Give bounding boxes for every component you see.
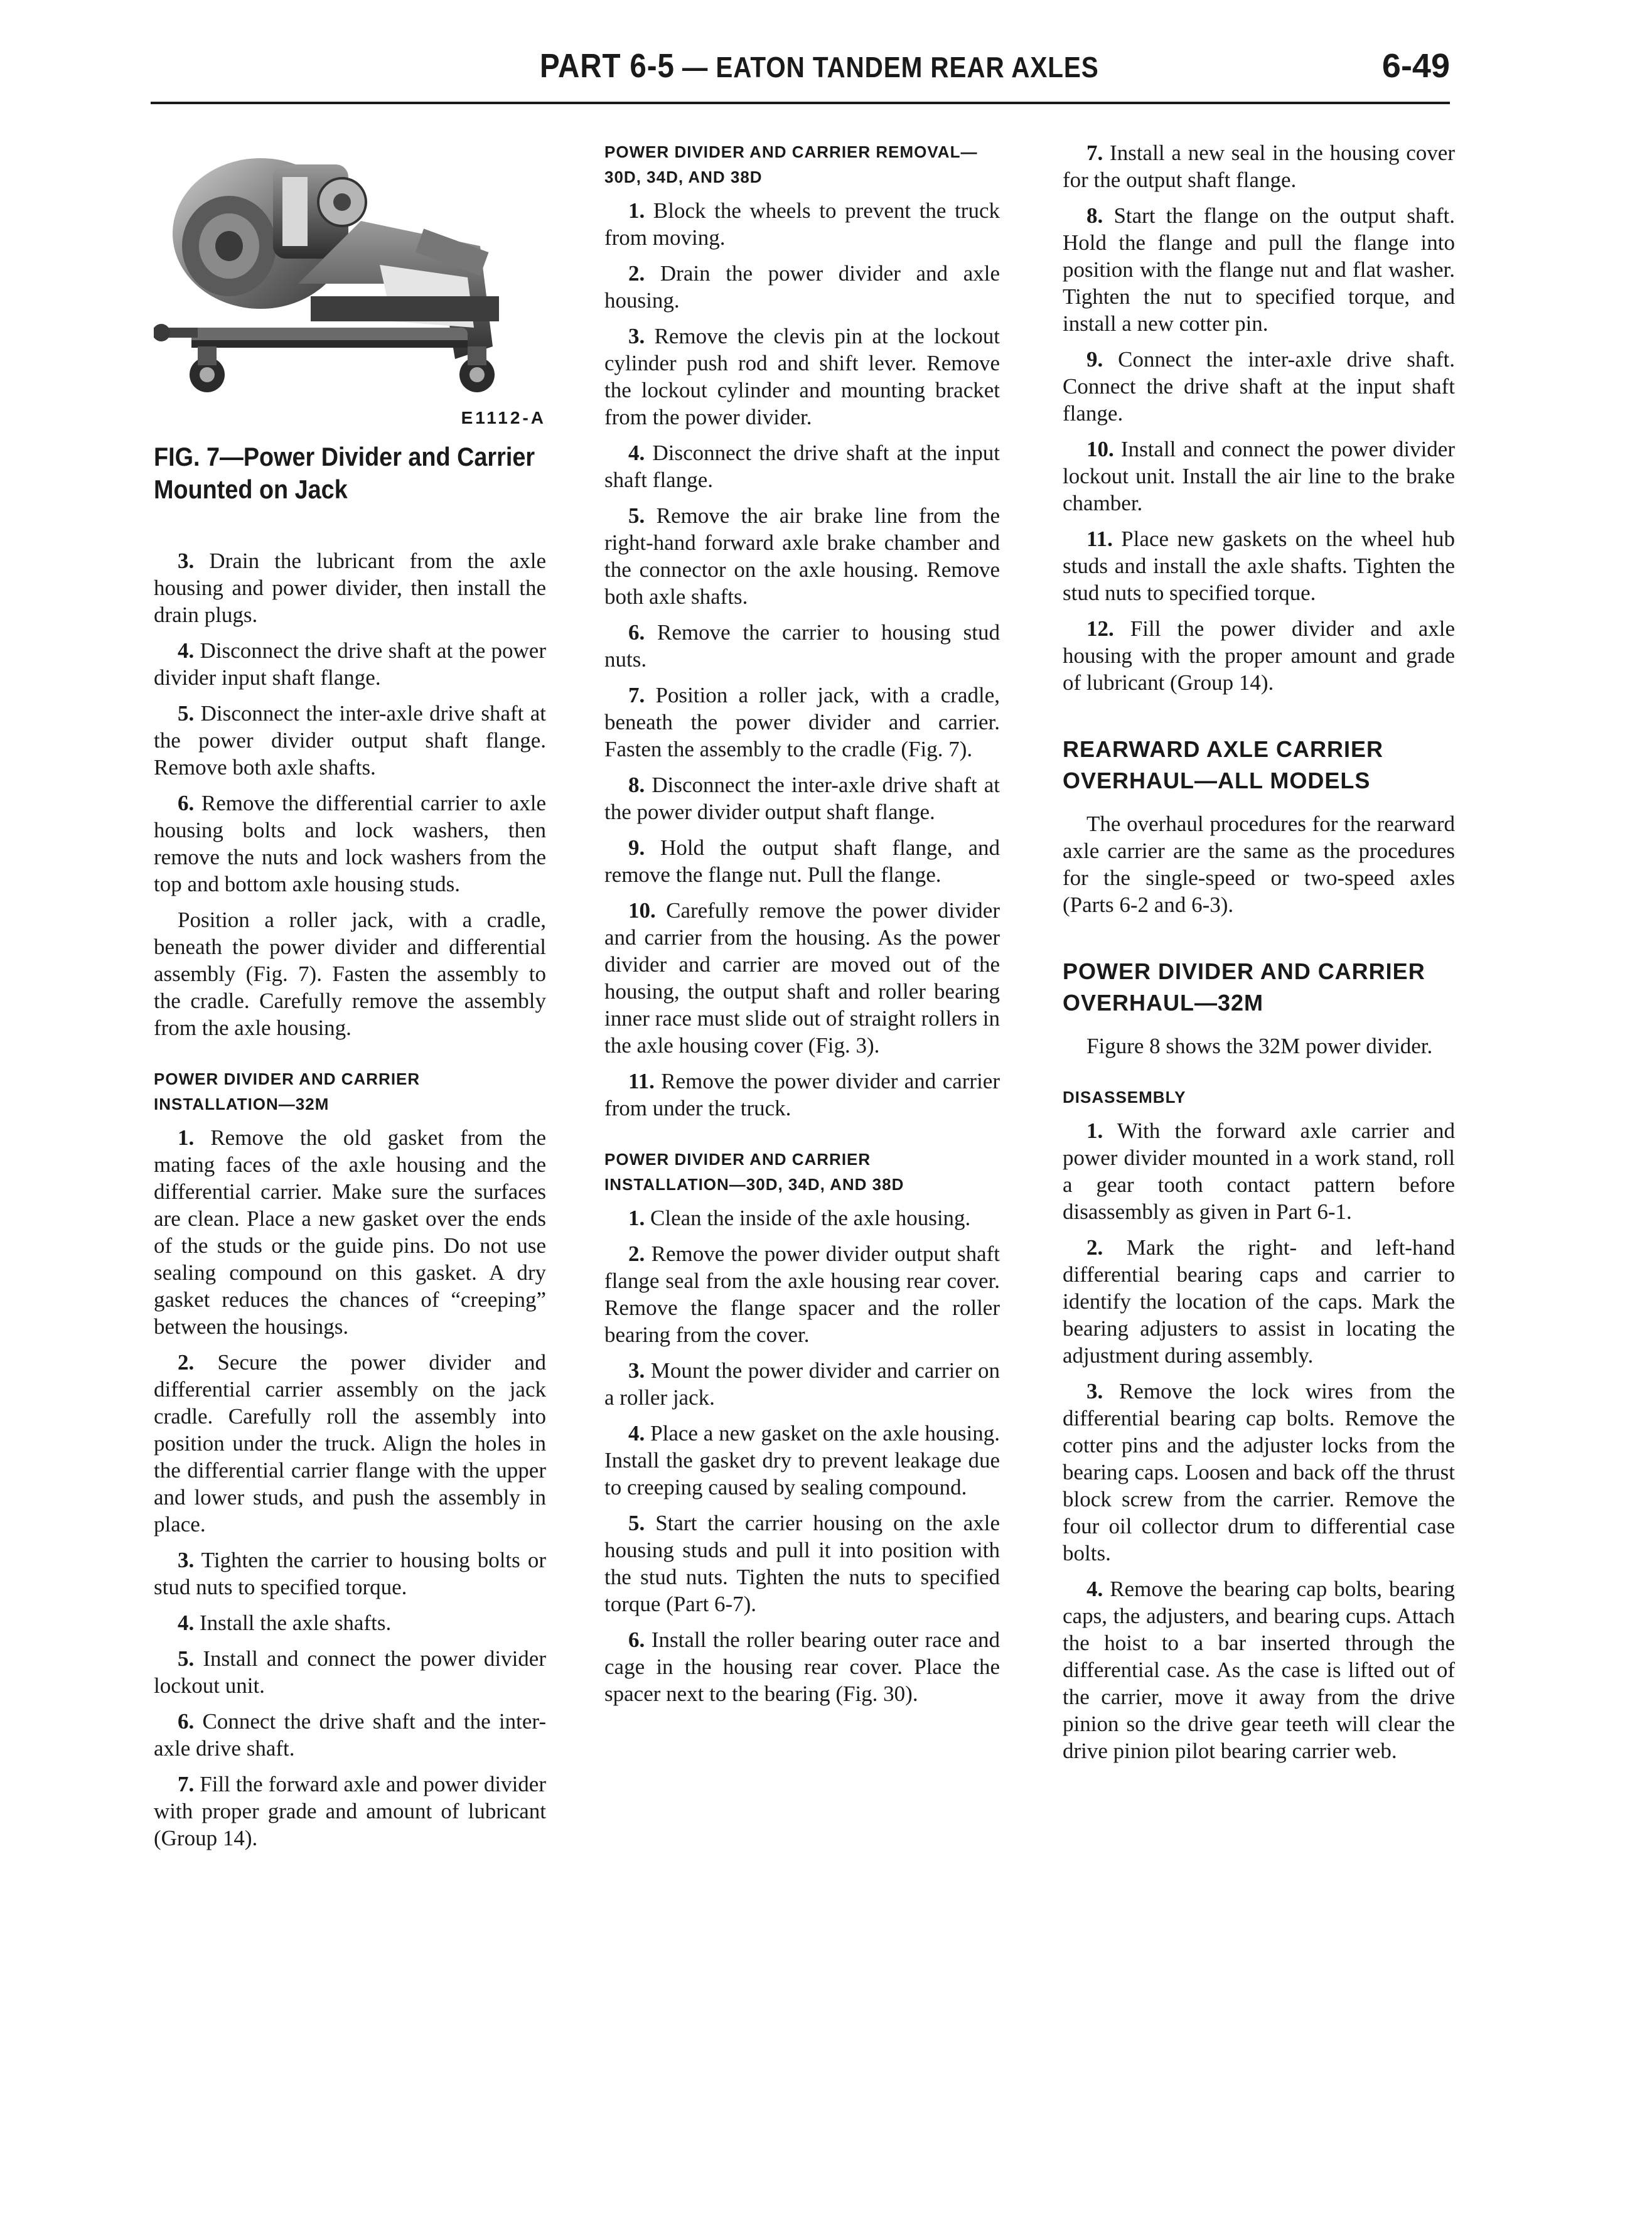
step-number: 3. [628, 1358, 645, 1383]
step-number: 6. [628, 620, 645, 645]
page-number: 6-49 [1381, 47, 1450, 85]
paragraph [154, 1645, 546, 1699]
step-text: Tighten the carrier to housing bolts or stud nuts to specified torque. [154, 1548, 546, 1599]
part-label: PART 6-5 [540, 47, 675, 85]
paragraph [154, 547, 546, 628]
paragraph [1063, 1575, 1455, 1764]
step-number: 3. [1086, 1379, 1103, 1403]
step-text: Block the wheels to prevent the truck from moving. [604, 198, 1000, 250]
step-text: Remove the air brake line from the right-hand forward axle brake chamber and the connector on the axle housing. Remove both axle shafts. [604, 503, 1000, 609]
step-number: 5. [178, 1646, 195, 1671]
step-text: Install the roller bearing outer race and cage in the housing rear cover. Place the spacer next to the bearing (Fig. 30). [604, 1628, 1000, 1706]
step-number: 9. [628, 835, 645, 860]
paragraph [604, 834, 1000, 888]
step-number: 5. [178, 701, 195, 726]
column-1 [154, 139, 546, 1860]
paragraph: Figure 8 shows the 32M power divider. [1086, 1034, 1433, 1058]
step-text: Drain the power divider and axle housing. [604, 261, 1000, 313]
step-text: Carefully remove the power divider and carrier from the housing. As the power divider and carrier are moved out of the housing, the output shaft and roller bearing inner race must slide out of straight rollers in the axle housing cover (Fig. 3). [604, 898, 1000, 1058]
paragraph [604, 260, 1000, 314]
step-number: 4. [178, 638, 195, 663]
step-text: Disconnect the drive shaft at the power divider input shaft flange. [154, 638, 546, 690]
step-text: Connect the drive shaft and the inter-axle drive shaft. [154, 1709, 546, 1761]
step-number: 1. [1086, 1118, 1103, 1143]
subsection-heading: DISASSEMBLY [1063, 1088, 1186, 1107]
step-number: 4. [178, 1611, 195, 1635]
step-text: Mount the power divider and carrier on a roller jack. [604, 1358, 1000, 1410]
step-text: Disconnect the inter-axle drive shaft at the power divider output shaft flange. [604, 773, 1000, 824]
paragraph [604, 197, 1000, 251]
step-number: 10. [1086, 437, 1114, 461]
step-text: Remove the clevis pin at the lockout cylinder push rod and shift lever. Remove the lockout cylinder and mounting bracket from the power divider. [604, 324, 1000, 429]
step-number: 4. [1086, 1577, 1103, 1601]
intro-steps [154, 547, 546, 1041]
paragraph [154, 1349, 546, 1538]
step-text: Secure the power divider and differential carrier assembly on the jack cradle. Carefully roll the assembly into position under the truck. Align the holes in the differential carrier flange with the upper and lower studs, and push the assembly in place. [154, 1350, 546, 1537]
step-number: 11. [628, 1069, 655, 1093]
paragraph [604, 1626, 1000, 1707]
paragraph [1063, 1234, 1455, 1369]
step-number: 6. [178, 791, 195, 815]
paragraph [154, 1547, 546, 1601]
paragraph: The overhaul procedures for the rearward axle carrier are the same as the procedures for the single-speed or two-speed axles (Parts 6-2 and 6-3). [1063, 812, 1455, 917]
paragraph [1063, 1378, 1455, 1567]
paragraph [604, 619, 1000, 673]
step-number: 2. [1086, 1235, 1103, 1260]
running-title [540, 46, 1099, 85]
paragraph [154, 700, 546, 781]
step-number: 2. [628, 1242, 645, 1266]
step-text: Install and connect the power divider lockout unit. [154, 1646, 546, 1698]
figure-7 [154, 139, 546, 510]
step-text: Connect the inter-axle drive shaft. Connect the drive shaft at the input shaft flange. [1063, 347, 1455, 426]
part-title: — EATON TANDEM REAR AXLES [674, 51, 1099, 83]
step-number: 3. [628, 324, 645, 348]
step-number: 3. [178, 1548, 195, 1572]
paragraph [604, 1510, 1000, 1617]
step-number: 1. [628, 198, 645, 223]
step-text: Remove the power divider output shaft flange seal from the axle housing rear cover. Remove the flange spacer and the roller bearing from the cover. [604, 1242, 1000, 1347]
step-text: Mark the right- and left-hand differential bearing caps and carrier to identify the location of the caps. Mark the bearing adjusters to assist in locating the adjustment during assembly. [1063, 1235, 1455, 1368]
step-number: 8. [628, 773, 645, 797]
figure-code: E1112-A [461, 408, 546, 427]
step-text: Place a new gasket on the axle housing. Install the gasket dry to prevent leakage due to creeping caused by sealing compound. [604, 1421, 1000, 1499]
step-text: Start the carrier housing on the axle housing studs and pull it into position with the stud nuts. Tighten the nuts to specified torque (Part 6-7). [604, 1511, 1000, 1616]
step-number: 1. [178, 1125, 195, 1150]
paragraph-text: Position a roller jack, with a cradle, beneath the power divider and differential assembly (Fig. 7). Fasten the assembly to the cradle. Carefully remove the assembly from the axle housing. [154, 908, 546, 1040]
paragraph [154, 1708, 546, 1762]
paragraph [154, 906, 546, 1041]
step-text: Remove the bearing cap bolts, bearing caps, the adjusters, and bearing cups. Attach the hoist to a bar inserted through the differential case. As the case is lifted out of the carrier, move it away from the drive pinion so the drive gear teeth will clear the drive pinion pilot bearing carrier web. [1063, 1577, 1455, 1763]
paragraph [1063, 436, 1455, 517]
step-text: Start the flange on the output shaft. Hold the flange and pull the flange into position with the flange nut and flat washer. Tighten the nut to specified torque, and install a new cotter pin. [1063, 203, 1455, 336]
step-number: 5. [628, 503, 645, 528]
step-text: Disconnect the drive shaft at the input shaft flange. [604, 441, 1000, 492]
step-number: 9. [1086, 347, 1103, 372]
step-number: 3. [178, 549, 195, 573]
step-number: 4. [628, 441, 645, 465]
paragraph [154, 1124, 546, 1340]
figure-caption: FIG. 7—Power Divider and Carrier Mounted on Jack [154, 442, 535, 504]
step-number: 4. [628, 1421, 645, 1445]
step-number: 1. [628, 1206, 645, 1230]
paragraph [604, 771, 1000, 825]
step-number: 7. [178, 1772, 195, 1796]
step-text: With the forward axle carrier and power divider mounted in a work stand, roll a gear tooth contact pattern before disassembly as given in Part 6-1. [1063, 1118, 1455, 1224]
step-text: Install and connect the power divider lockout unit. Install the air line to the brake chamber. [1063, 437, 1455, 515]
step-text: Remove the carrier to housing stud nuts. [604, 620, 1000, 672]
paragraph [604, 1357, 1000, 1411]
step-number: 2. [178, 1350, 195, 1375]
step-text: Hold the output shaft flange, and remove the flange nut. Pull the flange. [604, 835, 1000, 887]
paragraph [604, 439, 1000, 493]
paragraph [604, 682, 1000, 763]
step-text: Remove the differential carrier to axle housing bolts and lock washers, then remove the nuts and lock washers from the top and bottom axle housing studs. [154, 791, 546, 896]
paragraph [1063, 615, 1455, 696]
step-text: Remove the old gasket from the mating faces of the axle housing and the differential carrier. Make sure the surfaces are clean. Place a new gasket over the ends of the studs or the guide pins. Do not use sealing compound on this gasket. A dry gasket reduces the chances of “creeping” between the housings. [154, 1125, 546, 1339]
step-number: 12. [1086, 616, 1114, 641]
step-number: 5. [628, 1511, 645, 1535]
step-text: Fill the forward axle and power divider with proper grade and amount of lubricant (Group 14). [154, 1772, 546, 1850]
step-number: 6. [628, 1628, 645, 1652]
step-number: 8. [1086, 203, 1103, 228]
step-text: Remove the power divider and carrier from under the truck. [604, 1069, 1000, 1120]
paragraph [604, 323, 1000, 431]
paragraph [604, 1420, 1000, 1501]
step-number: 6. [178, 1709, 195, 1734]
paragraph [1063, 346, 1455, 427]
section-heading: POWER DIVIDER AND CARRIER INSTALLATION—32M [154, 1070, 421, 1113]
paragraph [604, 1204, 1000, 1231]
section-heading: POWER DIVIDER AND CARRIER INSTALLATION—30D, 34D, AND 38D [604, 1150, 904, 1194]
step-text: Place new gaskets on the wheel hub studs and install the axle shafts. Tighten the stud nuts to specified torque. [1063, 527, 1455, 605]
step-number: 7. [628, 683, 645, 707]
paragraph [154, 1771, 546, 1852]
paragraph [1063, 139, 1455, 193]
paragraph [154, 1609, 546, 1636]
section-heading: REARWARD AXLE CARRIER OVERHAUL—ALL MODELS [1063, 736, 1384, 793]
running-header [151, 39, 1450, 104]
paragraph [1063, 202, 1455, 337]
paragraph [604, 897, 1000, 1059]
column-3 [1063, 139, 1455, 1773]
paragraph [1063, 1117, 1455, 1225]
paragraph [604, 1068, 1000, 1122]
section-heading: POWER DIVIDER AND CARRIER OVERHAUL—32M [1063, 958, 1425, 1016]
step-text: Install the axle shafts. [194, 1611, 392, 1635]
step-number: 7. [1086, 141, 1103, 165]
step-number: 11. [1086, 527, 1113, 551]
paragraph [154, 637, 546, 691]
step-number: 2. [628, 261, 645, 286]
step-text: Install a new seal in the housing cover for the output shaft flange. [1063, 141, 1455, 192]
paragraph [154, 790, 546, 898]
paragraph [604, 502, 1000, 610]
step-number: 10. [628, 898, 656, 923]
step-text: Remove the lock wires from the differential bearing cap bolts. Remove the cotter pins and the adjuster locks from the bearing caps. Loosen and back off the thrust block screw from the carrier. Remove the four oil collector drum to differential case bolts. [1063, 1379, 1455, 1565]
step-text: Position a roller jack, with a cradle, beneath the power divider and carrier. Fasten the assembly to the cradle (Fig. 7). [604, 683, 1000, 761]
paragraph [604, 1240, 1000, 1348]
paragraph [1063, 525, 1455, 606]
section-heading: POWER DIVIDER AND CARRIER REMOVAL—30D, 34D, AND 38D [604, 142, 978, 186]
step-text: Disconnect the inter-axle drive shaft at the power divider output shaft flange. Remove both axle shafts. [154, 701, 546, 780]
step-text: Drain the lubricant from the axle housing and power divider, then install the drain plugs. [154, 549, 546, 627]
step-text: Clean the inside of the axle housing. [645, 1206, 971, 1230]
jack-illustration [154, 139, 546, 403]
step-text: Fill the power divider and axle housing with the proper amount and grade of lubricant (Group 14). [1063, 616, 1455, 695]
column-2 [604, 139, 1000, 1716]
